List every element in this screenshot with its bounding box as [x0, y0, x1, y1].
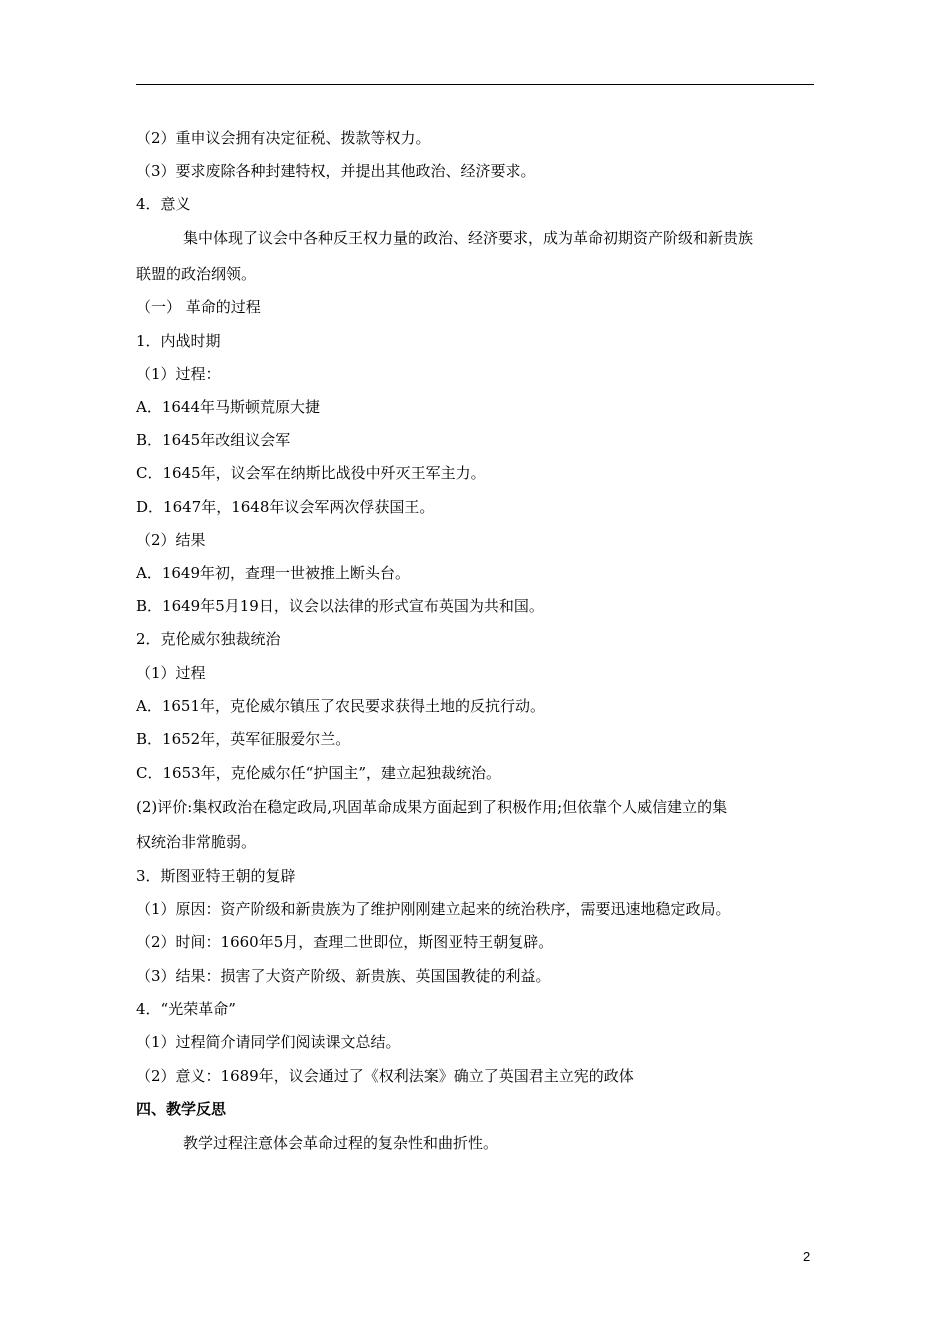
text-line: （2）重申议会拥有决定征税、拨款等权力。 [136, 129, 431, 147]
paragraph-line: 教学过程注意体会革命过程的复杂性和曲折性。 [183, 1134, 499, 1152]
header-rule [136, 84, 814, 85]
section-heading: 2．克伦威尔独裁统治 [136, 630, 281, 648]
section-heading: （一） 革命的过程 [136, 298, 261, 316]
paragraph-line: 联盟的政治纲领。 [136, 265, 257, 283]
section-heading-bold: 四、教学反思 [136, 1100, 227, 1118]
text-line: （1）过程： [136, 365, 221, 383]
text-line: （1）过程 [136, 664, 206, 682]
list-item: B．1645年改组议会军 [136, 431, 291, 449]
text-line: （2）结果 [136, 531, 206, 549]
list-item: C．1653年，克伦威尔任“护国主”，建立起独裁统治。 [136, 764, 501, 782]
text-line: （1）原因：资产阶级和新贵族为了维护刚刚建立起来的统治秩序，需要迅速地稳定政局。 [136, 900, 731, 918]
text-line: （2）意义：1689年，议会通过了《权利法案》确立了英国君主立宪的政体 [136, 1067, 634, 1085]
list-item: A．1649年初，查理一世被推上断头台。 [136, 564, 411, 582]
text-line: （2）时间：1660年5月，查理二世即位，斯图亚特王朝复辟。 [136, 933, 554, 951]
list-item: A．1651年，克伦威尔镇压了农民要求获得土地的反抗行动。 [136, 697, 546, 715]
paragraph-line: 权统治非常脆弱。 [136, 833, 257, 851]
section-heading: 3．斯图亚特王朝的复辟 [136, 867, 296, 885]
page-number: 2 [803, 1249, 811, 1264]
paragraph-line: (2)评价:集权政治在稳定政局,巩固革命成果方面起到了积极作用;但依靠个人威信建立的集 [136, 798, 728, 816]
section-heading: 4．“光荣革命” [136, 1000, 236, 1018]
text-line: （1）过程简介请同学们阅读课文总结。 [136, 1033, 401, 1051]
section-heading: 4．意义 [136, 195, 191, 213]
text-line: （3）要求废除各种封建特权，并提出其他政治、经济要求。 [136, 162, 536, 180]
list-item: D．1647年，1648年议会军两次俘获国王。 [136, 498, 435, 516]
list-item: B．1649年5月19日，议会以法律的形式宣布英国为共和国。 [136, 597, 544, 615]
list-item: C．1645年，议会军在纳斯比战役中歼灭王军主力。 [136, 464, 486, 482]
paragraph-line: 集中体现了议会中各种反王权力量的政治、经济要求，成为革命初期资产阶级和新贵族 [183, 229, 754, 247]
section-heading: 1．内战时期 [136, 332, 221, 350]
text-line: （3）结果：损害了大资产阶级、新贵族、英国国教徒的利益。 [136, 967, 551, 985]
list-item: A．1644年马斯顿荒原大捷 [136, 398, 321, 416]
list-item: B．1652年，英军征服爱尔兰。 [136, 730, 351, 748]
